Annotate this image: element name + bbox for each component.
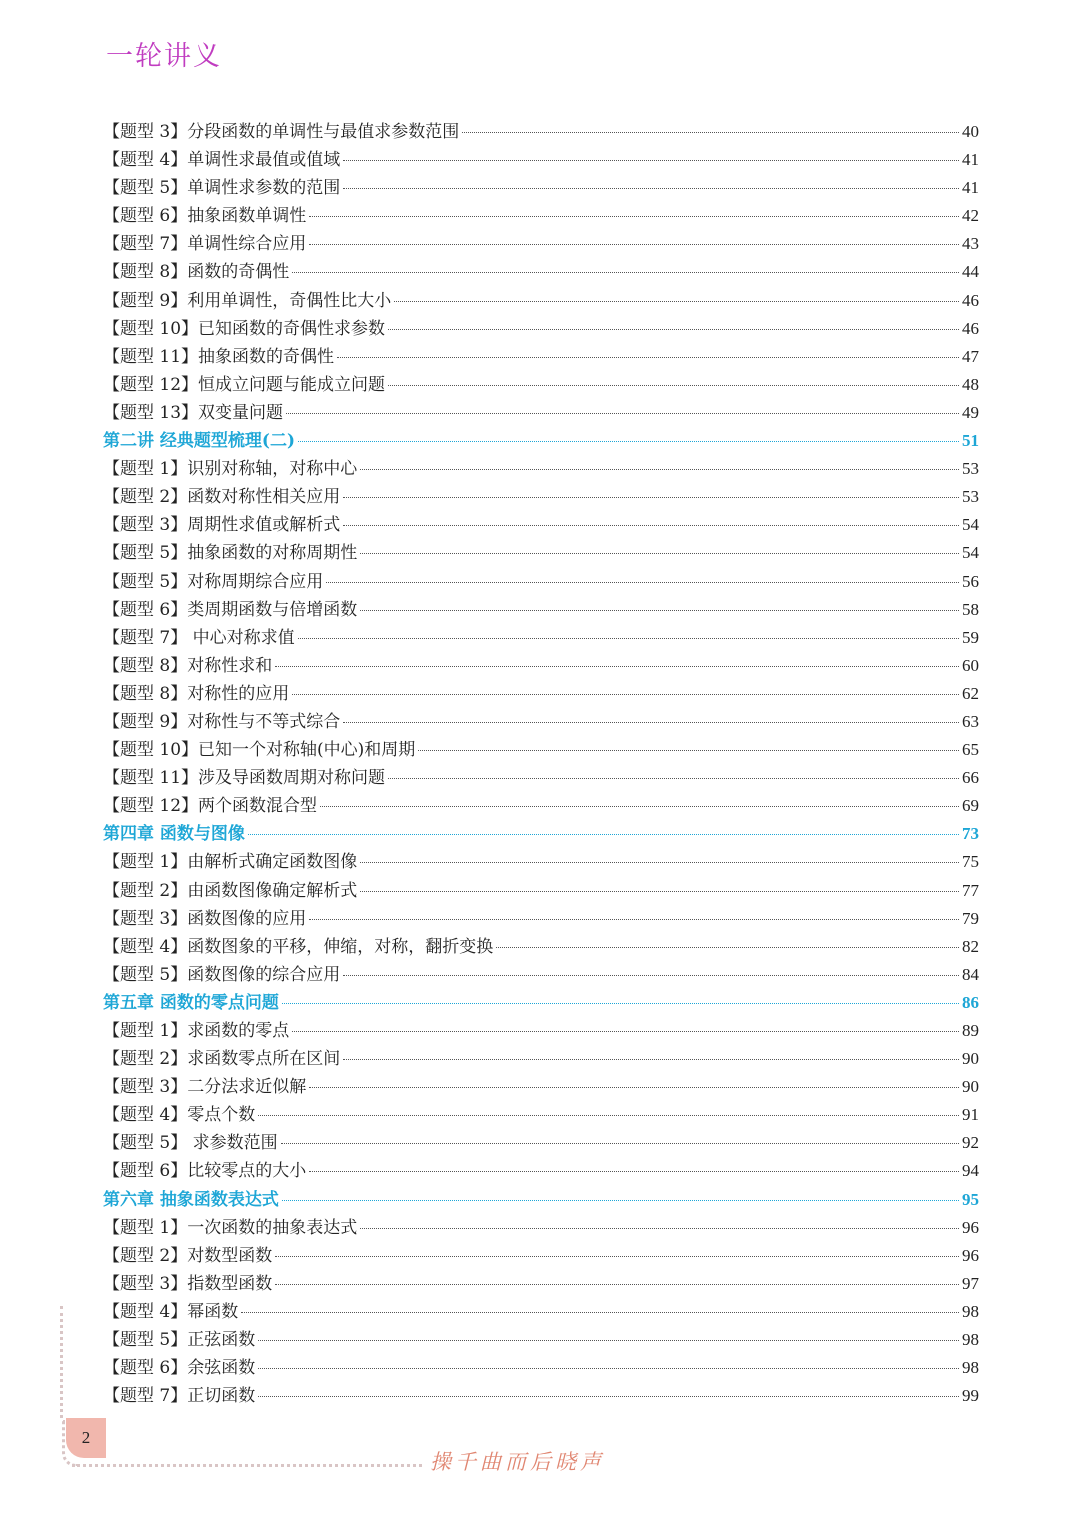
toc-leader-dots [360, 861, 959, 863]
toc-page-number: 98 [962, 1330, 979, 1350]
toc-page-number: 95 [962, 1189, 979, 1209]
toc-leader-dots [248, 833, 959, 835]
toc-entry-label: 【题型 9】对称性与不等式综合 [103, 711, 341, 732]
toc-leader-dots [388, 384, 959, 386]
toc-item-row[interactable] [103, 174, 979, 202]
toc-leader-dots [298, 440, 959, 442]
toc-page-number: 46 [962, 290, 979, 310]
toc-entry-label: 第四章 函数与图像 [103, 824, 245, 845]
toc-entry-label: 【题型 2】由函数图像确定解析式 [103, 880, 358, 901]
toc-entry-label: 【题型 7】单调性综合应用 [103, 234, 307, 255]
toc-item-row[interactable] [103, 708, 979, 736]
toc-leader-dots [298, 637, 959, 639]
toc-item-row[interactable] [103, 258, 979, 286]
toc-leader-dots [258, 1367, 959, 1369]
toc-page-number: 51 [962, 431, 979, 451]
decorative-dotted-line-bottom [72, 1462, 422, 1467]
toc-item-row[interactable] [103, 455, 979, 483]
toc-leader-dots [282, 1199, 959, 1201]
toc-item-row[interactable] [103, 315, 979, 343]
toc-page-number: 96 [962, 1217, 979, 1237]
toc-item-row[interactable] [103, 596, 979, 624]
toc-page-number: 43 [962, 234, 979, 254]
decorative-dotted-line [60, 1306, 65, 1418]
toc-item-row[interactable] [103, 848, 979, 876]
toc-item-row[interactable] [103, 118, 979, 146]
toc-leader-dots [275, 1283, 959, 1285]
toc-item-row[interactable] [103, 905, 979, 933]
toc-item-row[interactable] [103, 1382, 979, 1410]
toc-page-number: 47 [962, 346, 979, 366]
toc-entry-label: 【题型 5】单调性求参数的范围 [103, 178, 341, 199]
toc-item-row[interactable] [103, 736, 979, 764]
toc-entry-label: 【题型 1】由解析式确定函数图像 [103, 852, 358, 873]
toc-leader-dots [360, 1227, 959, 1229]
toc-item-row[interactable] [103, 764, 979, 792]
toc-leader-dots [418, 749, 959, 751]
toc-entry-label: 【题型 4】函数图象的平移，伸缩，对称，翻折变换 [103, 936, 494, 957]
toc-page-number: 77 [962, 880, 979, 900]
toc-section-row[interactable] [103, 1186, 979, 1214]
toc-page-number: 40 [962, 122, 979, 141]
toc-leader-dots [281, 1142, 959, 1144]
toc-item-row[interactable] [103, 1045, 979, 1073]
toc-entry-label: 【题型 4】零点个数 [103, 1105, 256, 1126]
toc-entry-label: 【题型 3】指数型函数 [103, 1273, 273, 1294]
toc-entry-label: 第五章 函数的零点问题 [103, 992, 279, 1013]
toc-item-row[interactable] [103, 877, 979, 905]
toc-entry-label: 【题型 12】两个函数混合型 [103, 796, 318, 817]
toc-entry-label: 【题型 4】单调性求最值或值域 [103, 150, 341, 171]
toc-leader-dots [275, 665, 959, 667]
toc-entry-label: 【题型 2】对数型函数 [103, 1245, 273, 1266]
toc-leader-dots [343, 187, 959, 189]
toc-leader-dots [275, 1255, 959, 1257]
toc-entry-label: 【题型 8】对称性求和 [103, 655, 273, 676]
toc-entry-label: 【题型 7】 中心对称求值 [103, 627, 295, 648]
toc-leader-dots [343, 721, 959, 723]
toc-page-number: 90 [962, 1049, 979, 1069]
toc-entry-label: 【题型 6】比较零点的大小 [103, 1161, 307, 1182]
toc-page-number: 42 [962, 206, 979, 226]
toc-entry-label: 【题型 2】求函数零点所在区间 [103, 1049, 341, 1070]
toc-entry-label: 【题型 5】抽象函数的对称周期性 [103, 543, 358, 564]
toc-leader-dots [360, 890, 959, 892]
toc-leader-dots [292, 271, 959, 273]
toc-page-number: 54 [962, 543, 979, 563]
toc-item-row[interactable] [103, 1298, 979, 1326]
toc-page-number: 48 [962, 374, 979, 394]
toc-leader-dots [388, 328, 959, 330]
toc-leader-dots [286, 412, 959, 414]
toc-entry-label: 【题型 3】函数图像的应用 [103, 908, 307, 929]
toc-entry-label: 【题型 6】抽象函数单调性 [103, 206, 307, 227]
toc-item-row[interactable] [103, 343, 979, 371]
toc-entry-label: 【题型 13】双变量问题 [103, 402, 284, 423]
toc-page-number: 62 [962, 683, 979, 703]
toc-item-row[interactable] [103, 1073, 979, 1101]
toc-item-row[interactable] [103, 1101, 979, 1129]
toc-page-number: 56 [962, 571, 979, 591]
toc-page-number: 60 [962, 655, 979, 675]
toc-leader-dots [292, 693, 959, 695]
toc-page-number: 82 [962, 936, 979, 956]
toc-leader-dots [394, 300, 959, 302]
page-header-title: 一轮讲义 [106, 41, 222, 72]
toc-leader-dots [258, 1114, 959, 1116]
toc-entry-label: 【题型 7】正切函数 [103, 1386, 256, 1407]
page-number-badge: 2 [66, 1418, 106, 1458]
toc-page-number: 54 [962, 515, 979, 535]
toc-item-row[interactable] [103, 1129, 979, 1157]
toc-page-number: 92 [962, 1133, 979, 1153]
toc-item-row[interactable] [103, 1270, 979, 1298]
toc-item-row[interactable] [103, 230, 979, 258]
toc-leader-dots [309, 215, 959, 217]
toc-page-number: 65 [962, 740, 979, 760]
toc-entry-label: 【题型 11】涉及导函数周期对称问题 [103, 768, 386, 789]
toc-item-row[interactable] [103, 146, 979, 174]
toc-page-number: 75 [962, 852, 979, 872]
toc-page-number: 91 [962, 1105, 979, 1125]
toc-entry-label: 【题型 1】识别对称轴，对称中心 [103, 459, 358, 480]
toc-section-row[interactable] [103, 820, 979, 848]
toc-entry-label: 【题型 5】 求参数范围 [103, 1133, 278, 1154]
toc-leader-dots [309, 243, 959, 245]
toc-page-number: 96 [962, 1245, 979, 1265]
toc-entry-label: 【题型 9】利用单调性，奇偶性比大小 [103, 290, 392, 311]
toc-item-row[interactable] [103, 933, 979, 961]
toc-leader-dots [292, 1030, 959, 1032]
toc-item-row[interactable] [103, 1326, 979, 1354]
toc-section-row[interactable] [103, 989, 979, 1017]
toc-page-number: 86 [962, 992, 979, 1012]
toc-page-number: 46 [962, 318, 979, 338]
toc-item-row[interactable] [103, 1017, 979, 1045]
toc-leader-dots [496, 946, 959, 948]
toc-leader-dots [258, 1339, 959, 1341]
toc-page-number: 44 [962, 262, 979, 282]
toc-item-row[interactable] [103, 511, 979, 539]
table-of-contents [103, 118, 979, 1410]
toc-section-row[interactable] [103, 427, 979, 455]
toc-page-number: 53 [962, 459, 979, 479]
toc-page-number: 63 [962, 711, 979, 731]
toc-page-number: 98 [962, 1358, 979, 1378]
toc-entry-label: 【题型 4】幂函数 [103, 1301, 239, 1322]
toc-item-row[interactable] [103, 680, 979, 708]
toc-leader-dots [343, 496, 959, 498]
toc-item-row[interactable] [103, 371, 979, 399]
toc-page-number: 49 [962, 402, 979, 422]
toc-entry-label: 【题型 6】类周期函数与倍增函数 [103, 599, 358, 620]
toc-item-row[interactable] [103, 483, 979, 511]
toc-leader-dots [343, 524, 959, 526]
toc-leader-dots [320, 805, 959, 807]
toc-item-row[interactable] [103, 1354, 979, 1382]
toc-page-number: 53 [962, 487, 979, 507]
toc-page-number: 66 [962, 768, 979, 788]
toc-item-row[interactable] [103, 961, 979, 989]
toc-entry-label: 【题型 3】周期性求值或解析式 [103, 515, 341, 536]
toc-leader-dots [326, 581, 959, 583]
footer-slogan: 操千曲而后晓声 [430, 1450, 605, 1474]
toc-leader-dots [241, 1311, 959, 1313]
toc-leader-dots [309, 1170, 959, 1172]
toc-leader-dots [360, 468, 959, 470]
toc-page-number: 41 [962, 150, 979, 170]
toc-entry-label: 【题型 3】分段函数的单调性与最值求参数范围 [103, 122, 460, 142]
toc-entry-label: 【题型 1】一次函数的抽象表达式 [103, 1217, 358, 1238]
toc-entry-label: 【题型 12】恒成立问题与能成立问题 [103, 374, 386, 395]
toc-page-number: 98 [962, 1301, 979, 1321]
toc-leader-dots [337, 356, 959, 358]
toc-item-row[interactable] [103, 539, 979, 567]
toc-item-row[interactable] [103, 792, 979, 820]
toc-page-number: 99 [962, 1386, 979, 1406]
toc-page-number: 94 [962, 1161, 979, 1181]
toc-page-number: 90 [962, 1077, 979, 1097]
toc-page-number: 69 [962, 796, 979, 816]
toc-entry-label: 【题型 11】抽象函数的奇偶性 [103, 346, 335, 367]
toc-leader-dots [343, 974, 959, 976]
toc-item-row[interactable] [103, 1214, 979, 1242]
toc-entry-label: 【题型 10】已知函数的奇偶性求参数 [103, 318, 386, 339]
toc-item-row[interactable] [103, 399, 979, 427]
toc-entry-label: 【题型 6】余弦函数 [103, 1358, 256, 1379]
toc-page-number: 97 [962, 1273, 979, 1293]
toc-leader-dots [462, 131, 959, 133]
toc-entry-label: 【题型 10】已知一个对称轴(中心)和周期 [103, 740, 416, 761]
toc-item-row[interactable] [103, 287, 979, 315]
toc-leader-dots [343, 159, 959, 161]
toc-page-number: 73 [962, 824, 979, 844]
toc-item-row[interactable] [103, 624, 979, 652]
toc-leader-dots [343, 1058, 959, 1060]
toc-item-row[interactable] [103, 1242, 979, 1270]
toc-item-row[interactable] [103, 652, 979, 680]
toc-page-number: 89 [962, 1021, 979, 1040]
toc-entry-label: 【题型 1】求函数的零点 [103, 1021, 290, 1041]
toc-entry-label: 【题型 2】函数对称性相关应用 [103, 487, 341, 508]
toc-entry-label: 【题型 3】二分法求近似解 [103, 1077, 307, 1098]
toc-leader-dots [309, 918, 959, 920]
toc-entry-label: 【题型 8】函数的奇偶性 [103, 262, 290, 283]
toc-leader-dots [360, 609, 959, 611]
toc-leader-dots [258, 1395, 959, 1397]
toc-leader-dots [282, 1002, 959, 1004]
toc-item-row[interactable] [103, 568, 979, 596]
toc-page-number: 59 [962, 627, 979, 647]
toc-leader-dots [309, 1086, 959, 1088]
toc-entry-label: 第六章 抽象函数表达式 [103, 1189, 279, 1210]
toc-page-number: 84 [962, 964, 979, 984]
toc-entry-label: 【题型 5】正弦函数 [103, 1330, 256, 1351]
toc-page-number: 58 [962, 599, 979, 619]
toc-item-row[interactable] [103, 1157, 979, 1185]
toc-leader-dots [360, 552, 959, 554]
toc-entry-label: 第二讲 经典题型梳理(二) [103, 431, 296, 452]
toc-leader-dots [388, 777, 959, 779]
toc-entry-label: 【题型 5】对称周期综合应用 [103, 571, 324, 592]
toc-entry-label: 【题型 8】对称性的应用 [103, 683, 290, 704]
toc-page-number: 79 [962, 908, 979, 928]
toc-entry-label: 【题型 5】函数图像的综合应用 [103, 964, 341, 985]
toc-page-number: 41 [962, 178, 979, 198]
toc-item-row[interactable] [103, 202, 979, 230]
